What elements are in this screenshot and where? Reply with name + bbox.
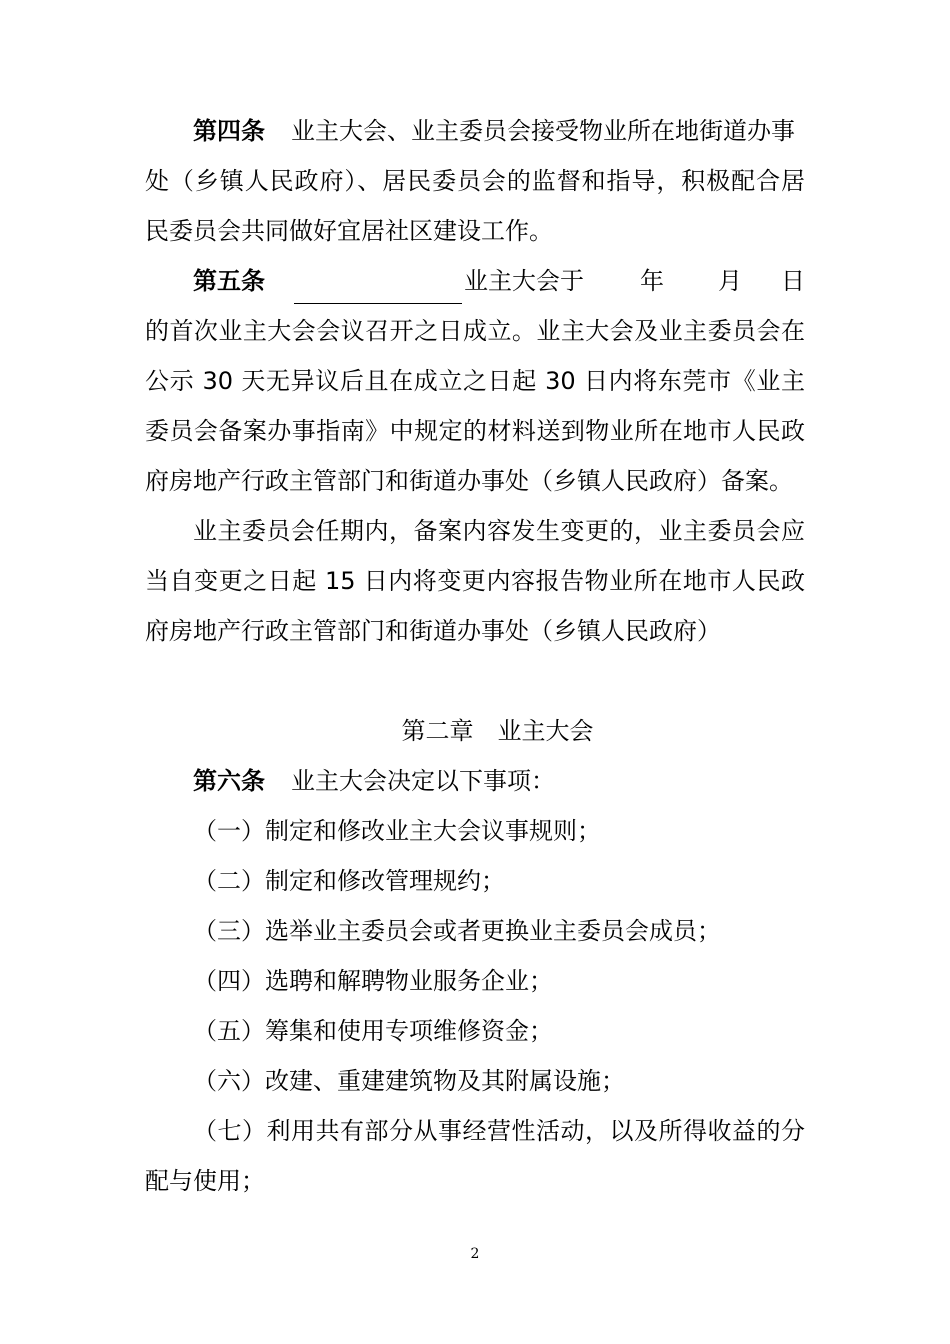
chapter-title: 第二章 业主大会 xyxy=(401,717,594,745)
article5-year: 年 xyxy=(640,267,664,295)
article5-para2-line-1: 业主委员会任期内，备案内容发生变更的，业主委员会应 xyxy=(193,517,805,545)
list-item: （七）利用共有部分从事经营性活动，以及所得收益的分 xyxy=(193,1117,805,1145)
list-item: （六）改建、重建建筑物及其附属设施； xyxy=(193,1067,625,1095)
article5-line-3: 公示 30 天无异议后且在成立之日起 30 日内将东莞市《业主 xyxy=(145,367,805,395)
article4-label: 第四条 xyxy=(193,117,265,145)
article6-line-1: 第六条 业主大会决定以下事项： xyxy=(193,761,805,801)
article5-line-5: 府房地产行政主管部门和街道办事处（乡镇人民政府）备案。 xyxy=(145,467,793,495)
page-number: 2 xyxy=(470,1246,480,1262)
article4-line-3: 民委员会共同做好宜居社区建设工作。 xyxy=(145,217,553,245)
article4-line-2: 处（乡镇人民政府）、居民委员会的监督和指导，积极配合居 xyxy=(145,167,805,195)
article5-line-1 xyxy=(193,261,805,301)
article6-label: 第六条 xyxy=(193,767,265,795)
list-item: （一）制定和修改业主大会议事规则； xyxy=(193,817,601,845)
article5-day: 日 xyxy=(781,267,805,295)
list-item-continuation: 配与使用； xyxy=(145,1167,265,1195)
list-item: （四）选聘和解聘物业服务企业； xyxy=(193,967,553,995)
article5-para2-line-3: 府房地产行政主管部门和街道办事处（乡镇人民政府） xyxy=(145,617,721,645)
article4-line-1: 第四条 业主大会、业主委员会接受物业所在地街道办事 xyxy=(193,111,805,151)
article5-line-2: 的首次业主大会会议召开之日成立。业主大会及业主委员会在 xyxy=(145,317,805,345)
list-item: （二）制定和修改管理规约； xyxy=(193,867,505,895)
fill-in-blank-line xyxy=(294,303,462,304)
article5-line-4: 委员会备案办事指南》中规定的材料送到物业所在地市人民政 xyxy=(145,417,805,445)
list-item: （三）选举业主委员会或者更换业主委员会成员； xyxy=(193,917,721,945)
article5-assembly-text: 业主大会于 xyxy=(464,267,584,295)
article5-label: 第五条 xyxy=(193,267,265,295)
list-item: （五）筹集和使用专项维修资金； xyxy=(193,1017,553,1045)
article5-para2-line-2: 当自变更之日起 15 日内将变更内容报告物业所在地市人民政 xyxy=(145,567,805,595)
article5-month: 月 xyxy=(718,267,742,295)
